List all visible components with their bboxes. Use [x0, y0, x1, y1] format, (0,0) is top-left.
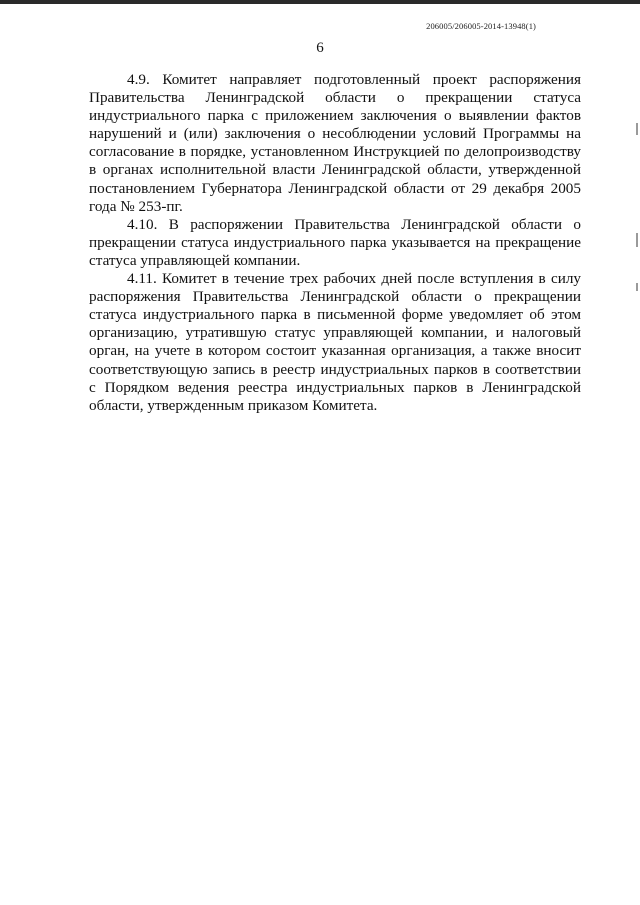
document-id: 206005/206005-2014-13948(1) — [426, 21, 536, 31]
scan-artifact — [636, 233, 638, 247]
scan-top-edge — [0, 0, 640, 4]
paragraph-4-10: 4.10. В распоряжении Правительства Ленинградской области о прекращении статуса индустриального парка указывается на прекращение статуса управляющей компании. — [89, 215, 581, 269]
scan-artifact — [636, 283, 638, 291]
page-number: 6 — [316, 40, 324, 56]
scan-artifact — [636, 123, 638, 135]
paragraph-4-11: 4.11. Комитет в течение трех рабочих дней после вступления в силу распоряжения Правительства Ленинградской области о прекращении статуса индустриального парка в письменной форме уведомляет об этом организацию, утратившую статус управляющей компании, и налоговый орган, на учете в котором состоит указанная организация, а также вносит соответствующую запись в реестр индустриальных парков в соответствии с Порядком ведения реестра индустриальных парков в Ленинградской области, утвержденным приказом Комитета. — [89, 270, 581, 414]
document-body — [89, 71, 581, 415]
paragraph-4-9: 4.9. Комитет направляет подготовленный проект распоряжения Правительства Ленинградской области о прекращении статуса индустриального парка с приложением заключения о выявлении фактов нарушений и (или) заключения о несоблюдении условий Программы на согласование в порядке, установленном Инструкцией по делопроизводству в органах исполнительной власти Ленинградской области, утвержденной постановлением Губернатора Ленинградской области от 29 декабря 2005 года № 253-пг. — [89, 71, 581, 215]
